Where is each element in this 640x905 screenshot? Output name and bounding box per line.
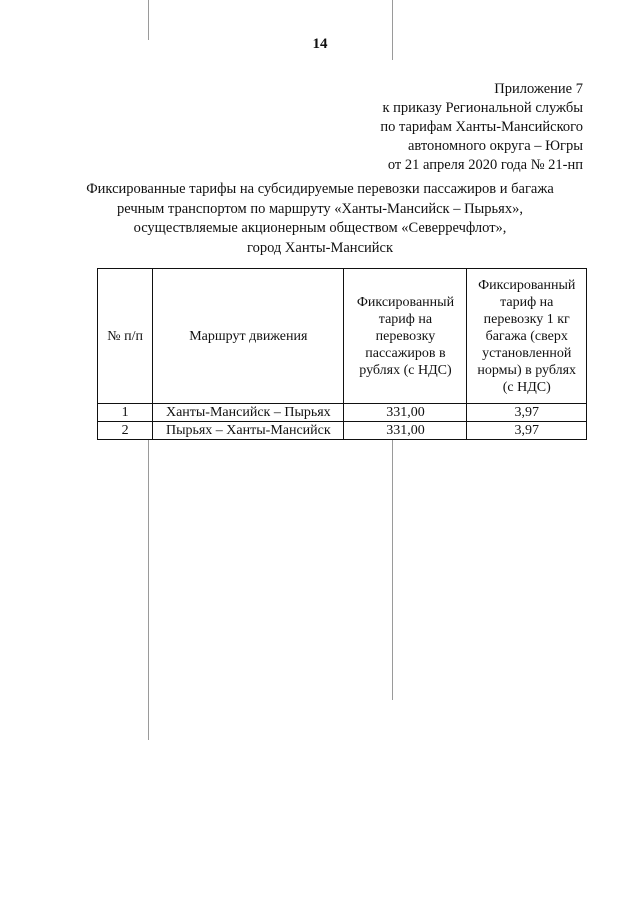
appendix-line: Приложение 7 [494,81,583,97]
header-text-line: установленной [482,345,572,361]
appendix-line: по тарифам Ханты-Мансийского [380,119,583,135]
scan-artifact-line [148,0,149,40]
header-text-line: перевозку [375,328,436,344]
column-header-number: № п/п [98,269,153,404]
title-line: речным транспортом по маршруту «Ханты-Мансийск – Пырьях», [117,200,523,217]
passenger-tariff-cell: 331,00 [344,422,467,440]
title-line: осуществляемые акционерным обществом «Северречфлот», [133,220,507,236]
route-cell: Пырьях – Ханты-Мансийск [153,422,344,440]
header-text-line: Фиксированный [478,277,576,293]
baggage-tariff-cell: 3,97 [467,404,587,422]
table-row [98,422,587,440]
header-text-line: пассажиров в [365,345,446,361]
document-title [60,180,580,258]
row-number: 1 [98,404,153,422]
header-text-line: багажа (сверх [485,328,568,344]
route-cell: Ханты-Мансийск – Пырьях [153,404,344,422]
header-text-line: тариф на [500,294,554,310]
header-text-line: рублях (с НДС) [359,362,452,378]
header-text-line: (с НДС) [502,379,551,395]
row-number: 2 [98,422,153,440]
header-text-line: тариф на [378,311,433,327]
appendix-block [380,80,583,175]
baggage-tariff-cell: 3,97 [467,422,587,440]
appendix-line: от 21 апреля 2020 года № 21-нп [387,157,583,173]
title-line: Фиксированные тарифы на субсидируемые перевозки пассажиров и багажа [86,181,554,197]
scan-artifact-line [148,440,149,740]
table-row [98,404,587,422]
header-text-line: перевозку 1 кг [483,311,570,327]
header-text-line: Фиксированный [356,294,455,310]
title-line: город Ханты-Мансийск [246,239,394,256]
passenger-tariff-cell: 331,00 [344,404,467,422]
appendix-line: к приказу Региональной службы [382,100,583,116]
scan-artifact-line [392,440,393,700]
column-header-passenger-tariff [344,269,467,404]
page-number: 14 [312,36,328,52]
tariff-table [97,268,587,440]
column-header-route: Маршрут движения [153,269,344,404]
table-header-row [98,269,587,404]
header-text-line: нормы) в рублях [477,362,577,378]
column-header-baggage-tariff [467,269,587,404]
appendix-line: автономного округа – Югры [407,138,583,154]
